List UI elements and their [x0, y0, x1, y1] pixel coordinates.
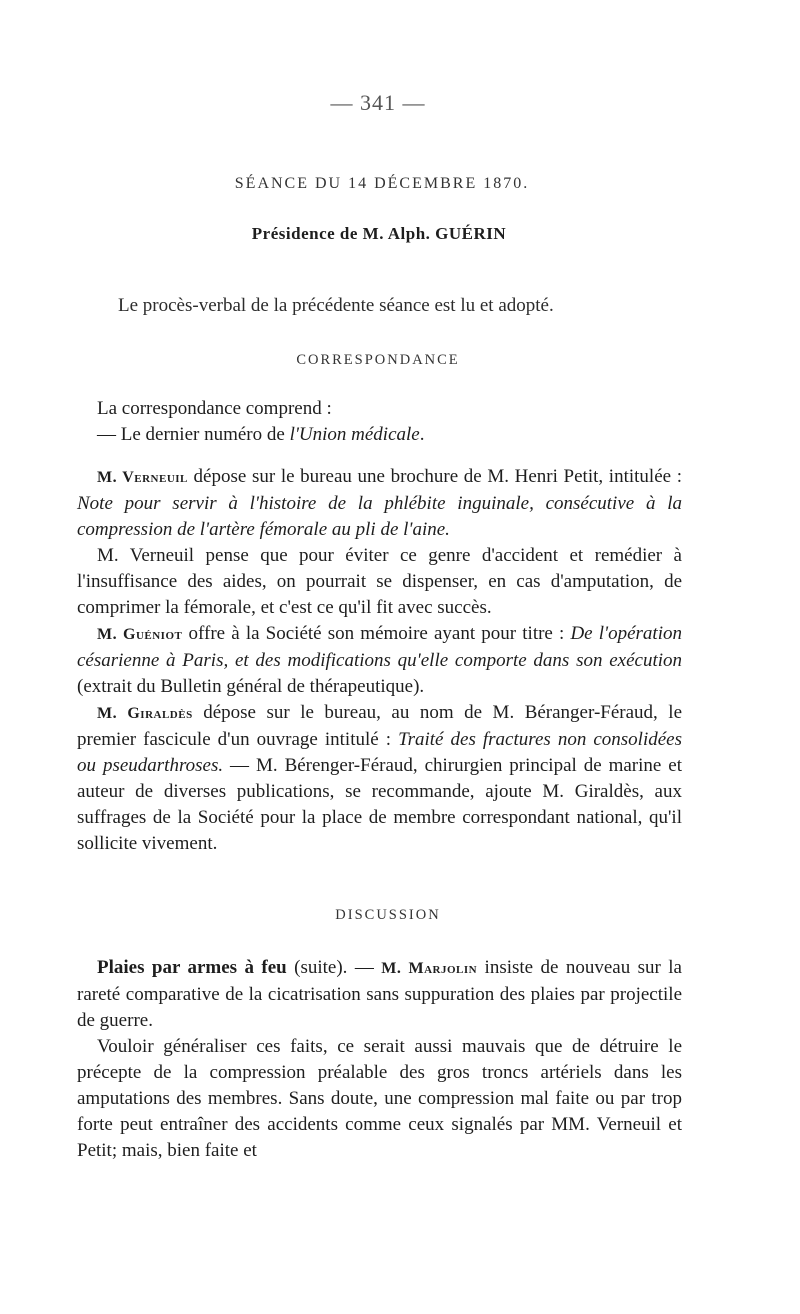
giraldes-name: M. Giraldès [97, 705, 193, 722]
seance-date: SÉANCE DU 14 DÉCEMBRE 1870. [234, 175, 530, 192]
marjolin-paragraph-2: Vouloir généraliser ces faits, ce serait aussi mauvais que de détruire le précepte de la compression préalable des gros troncs artériels dans les amputations des membres. Sans doute, une compression mal faite ou par trop forte peut entraîner des accidents comme ceux signalés par MM. Verneuil et Petit; mais, bien faite et [77, 1036, 682, 1161]
gueniot-text: offre à la Société son mémoire ayant pour titre : [182, 623, 571, 644]
discussion-heading: DISCUSSION [335, 907, 441, 923]
gueniot-text-2: (extrait du Bulletin général de thérapeutique). [77, 676, 425, 697]
page-number: — 341 — [330, 90, 426, 115]
gueniot-title: De l'opération césarienne à Paris, et des modifications qu'elle comporte dans son exécution [77, 623, 682, 671]
correspondance-intro: La correspondance comprend : [97, 398, 332, 419]
giraldes-title: Traité des fractures non consolidées ou pseudarthroses. [77, 729, 683, 776]
presidence-line: Présidence de M. Alph. GUÉRIN [251, 224, 507, 243]
correspondance-item-suffix: . [419, 424, 425, 445]
giraldes-paragraph [77, 700, 682, 857]
marjolin-paragraph [77, 955, 682, 1034]
giraldes-text-2: — M. Bérenger-Féraud, chirurgien principal de marine et auteur de diverses publications, se recommande, ajoute M. Giraldès, aux suffrages de la Société pour la place de membre correspondant national, qu'il sollicite vivement. [77, 755, 682, 854]
correspondance-item-prefix: — Le dernier numéro de [97, 424, 290, 445]
correspondance-heading: CORRESPONDANCE [296, 352, 460, 368]
marjolin-text: insiste de nouveau sur la rareté comparative de la cicatrisation sans suppuration des plaies par projectile de guerre. [77, 957, 682, 1031]
verneuil-name: M. Verneuil [97, 469, 188, 486]
giraldes-text: dépose sur le bureau, au nom de M. Béranger-Féraud, le premier fascicule d'un ouvrage intitulé : [77, 702, 682, 750]
discussion-subject-suffix: (suite). — [286, 957, 382, 978]
correspondance-item [77, 422, 682, 448]
marjolin-name: M. Marjolin [381, 960, 478, 977]
correspondance-item-title: l'Union médicale [289, 424, 420, 445]
verneuil-paragraph [77, 464, 682, 543]
verneuil-paragraph-2: M. Verneuil pense que pour éviter ce genre d'accident et remédier à l'insuffisance des aides, on pourrait se dispenser, en cas d'amputation, de comprimer la fémorale, et c'est ce qu'il fit avec succès. [77, 545, 682, 618]
verneuil-text: dépose sur le bureau une brochure de M. Henri Petit, intitulée : [187, 466, 682, 487]
gueniot-paragraph [77, 621, 682, 700]
correspondance-body [77, 396, 682, 857]
gueniot-name: M. Guéniot [97, 626, 183, 643]
discussion-body [77, 955, 682, 1164]
verneuil-title: Note pour servir à l'histoire de la phlébite inguinale, consécutive à la compression de l'artère fémorale au pli de l'aine. [77, 493, 682, 540]
discussion-subject: Plaies par armes à feu [97, 957, 287, 978]
proces-verbal-line: Le procès-verbal de la précédente séance est lu et adopté. [118, 295, 554, 316]
